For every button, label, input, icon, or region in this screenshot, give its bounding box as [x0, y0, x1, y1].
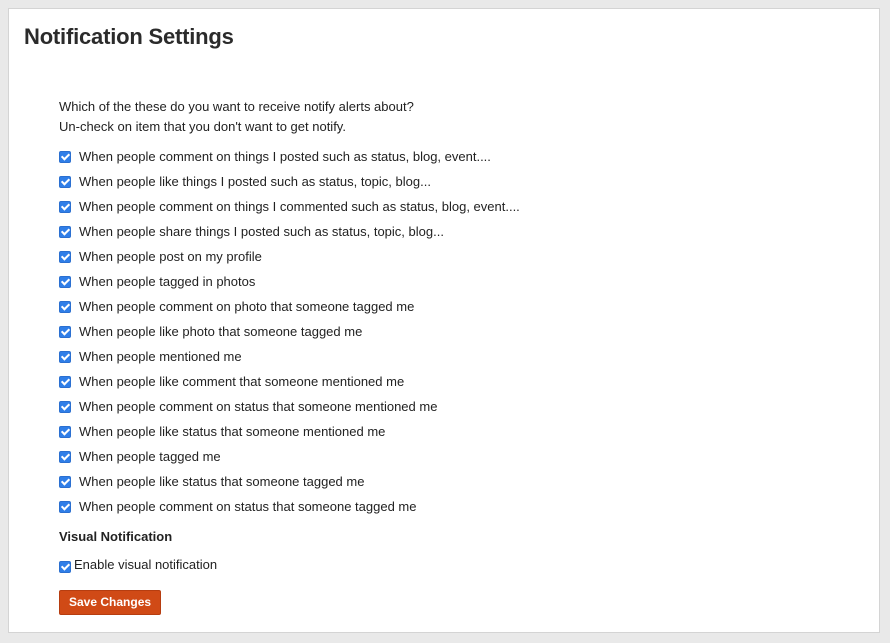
notification-option[interactable] [59, 494, 859, 519]
enable-visual-notification-checkbox[interactable] [59, 561, 71, 573]
notification-option[interactable] [59, 269, 859, 294]
notification-option-checkbox[interactable] [59, 226, 71, 238]
notification-option[interactable] [59, 419, 859, 444]
notification-option[interactable] [59, 219, 859, 244]
notification-option-label: When people comment on status that someone mentioned me [79, 399, 438, 414]
notification-option-label: When people mentioned me [79, 349, 242, 364]
notification-option-label: When people comment on photo that someone tagged me [79, 299, 415, 314]
notification-option[interactable] [59, 469, 859, 494]
notification-option-checkbox[interactable] [59, 351, 71, 363]
notification-option-checkbox[interactable] [59, 151, 71, 163]
notification-option-checkbox[interactable] [59, 376, 71, 388]
notification-option-label: When people comment on status that someone tagged me [79, 499, 417, 514]
save-changes-button[interactable]: Save Changes [59, 590, 161, 615]
notification-option-label: When people share things I posted such as status, topic, blog... [79, 224, 444, 239]
notification-option-label: When people tagged me [79, 449, 221, 464]
notification-option[interactable] [59, 369, 859, 394]
notification-option-checkbox[interactable] [59, 251, 71, 263]
settings-panel [8, 8, 880, 633]
notification-option-checkbox[interactable] [59, 201, 71, 213]
notification-option-label: When people like comment that someone mentioned me [79, 374, 405, 389]
notification-option-label: When people comment on things I commented such as status, blog, event.... [79, 199, 520, 214]
notification-option[interactable] [59, 194, 859, 219]
notification-option[interactable] [59, 144, 859, 169]
notification-option-label: When people post on my profile [79, 249, 262, 264]
intro-line-2: Un-check on item that you don't want to get notify. [59, 119, 346, 134]
notification-option[interactable] [59, 294, 859, 319]
enable-visual-notification-label: Enable visual notification [74, 556, 218, 572]
notification-option-label: When people like status that someone mentioned me [79, 424, 386, 439]
notification-option-label: When people like photo that someone tagged me [79, 324, 363, 339]
notification-option[interactable] [59, 169, 859, 194]
notification-option-checkbox[interactable] [59, 326, 71, 338]
notification-option[interactable] [59, 244, 859, 269]
notification-option[interactable] [59, 394, 859, 419]
notification-option-label: When people comment on things I posted such as status, blog, event.... [79, 149, 491, 164]
enable-visual-notification-option[interactable] [59, 555, 859, 573]
notification-option[interactable] [59, 344, 859, 369]
intro-text [59, 97, 859, 137]
notification-option-checkbox[interactable] [59, 501, 71, 513]
settings-content [59, 97, 859, 615]
notification-option[interactable] [59, 444, 859, 469]
notification-options-list [59, 144, 859, 519]
notification-option-checkbox[interactable] [59, 276, 71, 288]
page-title: Notification Settings [24, 24, 234, 49]
notification-option-label: When people tagged in photos [79, 274, 256, 289]
notification-option-checkbox[interactable] [59, 301, 71, 313]
notification-option-checkbox[interactable] [59, 476, 71, 488]
notification-option-checkbox[interactable] [59, 451, 71, 463]
notification-option-checkbox[interactable] [59, 401, 71, 413]
visual-notification-heading: Visual Notification [59, 529, 173, 544]
notification-option-label: When people like status that someone tagged me [79, 474, 365, 489]
intro-line-1: Which of the these do you want to receive notify alerts about? [59, 99, 414, 114]
notification-option-checkbox[interactable] [59, 176, 71, 188]
notification-option-checkbox[interactable] [59, 426, 71, 438]
notification-option-label: When people like things I posted such as status, topic, blog... [79, 174, 431, 189]
notification-option[interactable] [59, 319, 859, 344]
